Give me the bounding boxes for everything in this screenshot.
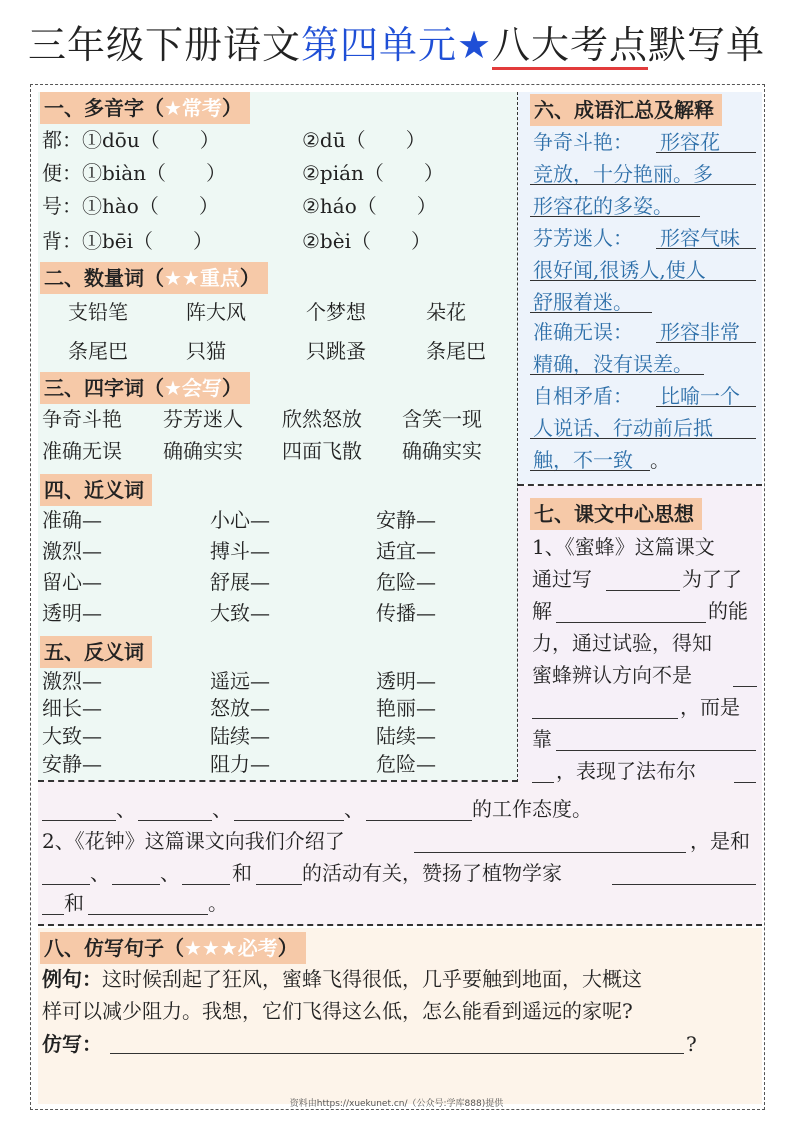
answer-line[interactable] [530,280,756,281]
answer-line[interactable] [530,312,652,313]
answer-line[interactable] [656,406,756,407]
idiom-hint: 比喻一个 [660,384,740,408]
answer-line[interactable] [42,820,116,821]
four-char-word: 芬芳迷人 [163,407,243,431]
section-heading-central-idea: 七、课文中心思想 [530,498,702,530]
measure-word: 支铅笔 [68,300,128,324]
measure-word: 条尾巴 [68,339,128,363]
antonym-item: 大致— [42,724,102,748]
polyphone-item: 便：①biàn（ ） [42,161,227,185]
theme-text: 和 [232,861,252,885]
answer-line[interactable] [656,342,756,343]
synonym-item: 传播— [376,601,436,625]
section-heading-polyphones: 一、多音字（★常考） [40,92,250,124]
four-char-word: 欣然怒放 [282,407,362,431]
answer-line[interactable] [656,152,756,153]
idiom-hint: 形容花的多姿。 [533,194,673,218]
divider [38,780,518,782]
answer-line[interactable] [366,820,472,821]
section-heading-antonyms: 五、反义词 [40,636,152,668]
synonym-item: 激烈— [42,539,102,563]
divider [38,924,762,926]
synonym-item: 适宜— [376,539,436,563]
answer-line[interactable] [414,852,686,853]
antonym-item: 遥远— [210,669,270,693]
footer-note: 资料由https://xuekunet.cn/（公众号:学库888)提供 [289,1099,504,1109]
example-label: 例句： [42,967,102,991]
antonym-item: 安静— [42,752,102,776]
theme-text: ，而是 [680,695,740,719]
theme-text: 、 [160,861,180,885]
theme-text: 1、《蜜蜂》这篇课文 [532,535,715,559]
idiom-hint: 形容气味 [660,226,740,250]
synonym-item: 留心— [42,570,102,594]
answer-line[interactable] [42,884,90,885]
answer-line[interactable] [606,590,680,591]
theme-text: 的活动有关，赞扬了植物学家 [302,861,562,885]
idiom-term: 自相矛盾： [533,384,633,408]
idiom-hint: 人说话、行动前后抵 [533,416,713,440]
answer-line[interactable] [112,884,160,885]
polyphone-item: ②dū（ ） [302,128,426,152]
idiom-hint: 形容花 [660,130,720,154]
imitation-label: 仿写： [42,1032,102,1056]
theme-text: 为了了 [682,567,742,591]
idiom-hint: 精确，没有误差。 [533,352,693,376]
theme-text: 的能 [708,599,748,623]
theme-text: 、 [344,797,364,821]
antonym-item: 透明— [376,669,436,693]
answer-line[interactable] [530,374,704,375]
synonym-item: 准确— [42,508,102,532]
theme-text: ，是和 [690,829,750,853]
idiom-term: 争奇斗艳： [533,130,633,154]
theme-text: 、 [212,797,232,821]
idiom-hint: 很好闻,很诱人,使人 [533,258,706,282]
theme-text: 2、《花钟》这篇课文向我们介绍了 [42,829,345,853]
synonym-item: 小心— [210,508,270,532]
theme-text: 解 [532,599,552,623]
measure-word: 个梦想 [306,300,366,324]
theme-text: 通过写 [532,567,592,591]
synonym-item: 搏斗— [210,539,270,563]
answer-line[interactable] [530,470,650,471]
antonym-item: 激烈— [42,669,102,693]
synonym-item: 舒展— [210,570,270,594]
answer-line[interactable] [234,820,344,821]
answer-line[interactable] [530,438,756,439]
section-heading-synonyms: 四、近义词 [40,474,152,506]
divider [518,484,762,486]
idiom-hint: 舒服着迷。 [533,290,633,314]
polyphone-item: 都：①dōu（ ） [42,128,220,152]
four-char-word: 确确实实 [402,439,482,463]
answer-line[interactable] [733,686,757,687]
four-char-word: 争奇斗艳 [42,407,122,431]
example-sentence-cont: 样可以减少阻力。我想，它们飞得这么低，怎么能看到遥远的家呢? [42,999,633,1023]
idiom-hint: 竞放，十分艳丽。多 [533,162,713,186]
antonym-item: 危险— [376,752,436,776]
polyphone-item: 背：①bēi（ ） [42,229,214,253]
answer-line[interactable] [734,782,756,783]
section-heading-idioms: 六、成语汇总及解释 [530,94,722,126]
answer-line[interactable] [532,718,678,719]
answer-line[interactable] [556,622,706,623]
idiom-hint: 触，不一致 [533,448,633,472]
polyphone-item: 号：①hào（ ） [42,194,219,218]
measure-word: 只跳蚤 [306,339,366,363]
answer-line[interactable] [530,216,700,217]
answer-line[interactable] [656,248,756,249]
four-char-word: 含笑一现 [402,407,482,431]
answer-line[interactable] [612,884,756,885]
theme-text: 、 [116,797,136,821]
four-char-word: 确确实实 [163,439,243,463]
theme-text: 的工作态度。 [472,797,592,821]
example-sentence: 例句：这时候刮起了狂风，蜜蜂飞得很低，几乎要触到地面，大概这 [42,967,642,991]
section-heading-measure-words: 二、数量词（★★重点） [40,262,268,294]
imitation-answer-line[interactable] [110,1053,684,1054]
answer-line[interactable] [256,884,302,885]
theme-text: 。 [208,891,228,915]
theme-text: 靠 [532,727,552,751]
polyphone-item: ②bèi（ ） [302,229,431,253]
vertical-divider [517,92,518,782]
theme-text: 力，通过试验，得知 [532,631,712,655]
synonym-item: 大致— [210,601,270,625]
theme-text: ，表现了法布尔 [556,759,696,783]
measure-word: 阵大风 [186,300,246,324]
synonym-item: 危险— [376,570,436,594]
antonym-item: 细长— [42,696,102,720]
measure-word: 只猫 [186,339,226,363]
measure-word: 朵花 [426,300,466,324]
answer-line[interactable] [42,914,64,915]
antonym-item: 陆续— [376,724,436,748]
polyphone-item: ②háo（ ） [302,194,437,218]
idiom-term: 准确无误： [533,320,633,344]
theme-text: 和 [64,891,84,915]
theme-text: 、 [90,861,110,885]
theme-text: 蜜蜂辨认方向不是 [532,663,692,687]
antonym-item: 怒放— [210,696,270,720]
synonym-item: 安静— [376,508,436,532]
synonym-item: 透明— [42,601,102,625]
antonym-item: 艳丽— [376,696,436,720]
question-mark: ? [686,1032,697,1056]
period: 。 [650,448,670,472]
page-title: 三年级下册语文第四单元★八大考点默写单 [0,14,793,69]
answer-line[interactable] [530,184,756,185]
answer-line[interactable] [556,750,756,751]
section-heading-imitation: 八、仿写句子（★★★必考） [40,932,306,964]
four-char-word: 四面飞散 [282,439,362,463]
polyphone-item: ②pián（ ） [302,161,444,185]
answer-line[interactable] [88,914,208,915]
idiom-hint: 形容非常 [660,320,740,344]
antonym-item: 陆续— [210,724,270,748]
four-char-word: 准确无误 [42,439,122,463]
measure-word: 条尾巴 [426,339,486,363]
section-heading-four-char-words: 三、四字词（★会写） [40,372,250,404]
answer-line[interactable] [532,782,554,783]
answer-line[interactable] [138,820,212,821]
answer-line[interactable] [182,884,230,885]
antonym-item: 阻力— [210,752,270,776]
idiom-term: 芬芳迷人： [533,226,633,250]
